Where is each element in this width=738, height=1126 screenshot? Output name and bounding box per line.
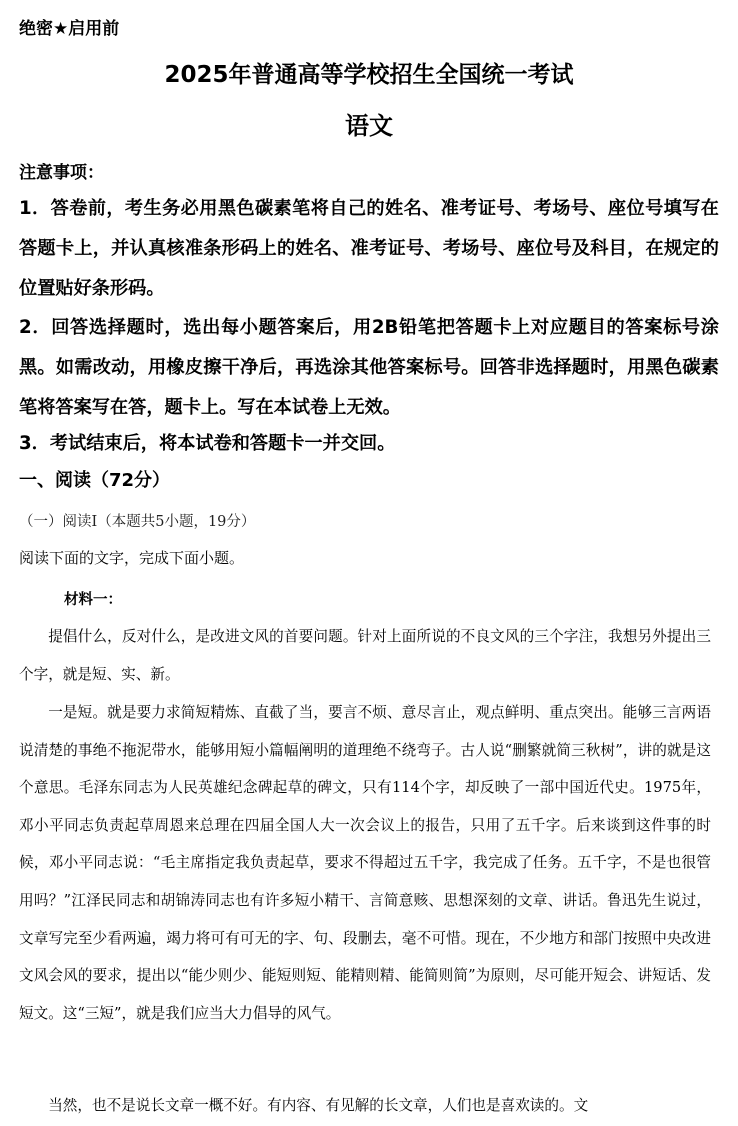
notice-item: 1．答卷前，考生务必用黑色碳素笔将自己的姓名、准考证号、考场号、座位号填写在答题卡上，并认真核准条形码上的姓名、准考证号、考场号、座位号及科目，在规定的位置贴好条形码。	[19, 198, 719, 299]
paragraph: 提倡什么，反对什么，是改进文风的首要问题。针对上面所说的不良文风的三个字注，我想另外提出三个字，就是短、实、新。	[19, 628, 711, 683]
subject-title: 语文	[345, 112, 393, 140]
reading-instruction: 阅读下面的文字，完成下面小题。	[19, 549, 245, 567]
exam-title: 2025年普通高等学校招生全国统一考试	[164, 62, 574, 88]
paragraph: 当然，也不是说长文章一概不好。有内容、有见解的长文章，人们也是喜欢读的。文	[48, 1097, 589, 1114]
notice-item: 2．回答选择题时，选出每小题答案后，用2B铅笔把答题卡上对应题目的答案标号涂黑。如需改动，用橡皮擦干净后，再选涂其他答案标号。回答非选择题时，用黑色碳素笔将答案写在答，题卡上。写在本试卷上无效。	[19, 317, 719, 418]
sub-section-heading: （一）阅读I（本题共5小题，19分）	[19, 514, 256, 530]
section-heading: 一、阅读（72分）	[19, 470, 171, 491]
material-label: 材料一：	[64, 591, 122, 608]
secret-label: 绝密★启用前	[19, 19, 120, 39]
notice-heading: 注意事项：	[19, 163, 104, 183]
notice-item: 3．考试结束后，将本试卷和答题卡一并交回。	[19, 433, 396, 454]
paragraph: 一是短。就是要力求简短精炼、直截了当，要言不烦、意尽言止，观点鲜明、重点突出。能够三言两语说清楚的事绝不拖泥带水，能够用短小篇幅阐明的道理绝不绕弯子。古人说“删繁就简三秋树”，讲的就是这个意思。毛泽东同志为人民英雄纪念碑起草的碑文，只有114个字，却反映了一部中国近代史。1975年，邓小平同志负责起草周恩来总理在四届全国人大一次会议上的报告，只用了五千字。后来谈到这件事的时候，邓小平同志说：“毛主席指定我负责起草，要求不得超过五千字，我完成了任务。五千字，不是也很管用吗？”江泽民同志和胡锦涛同志也有许多短小精干、言简意赅、思想深刻的文章、讲话。鲁迅先生说过，文章写完至少看两遍，竭力将可有可无的字、句、段删去，毫不可惜。现在，不少地方和部门按照中央改进文风会风的要求，提出以“能少则少、能短则短、能精则精、能简则简”为原则，尽可能开短会、讲短话、发短文。这“三短”，就是我们应当大力倡导的风气。	[19, 704, 711, 1022]
